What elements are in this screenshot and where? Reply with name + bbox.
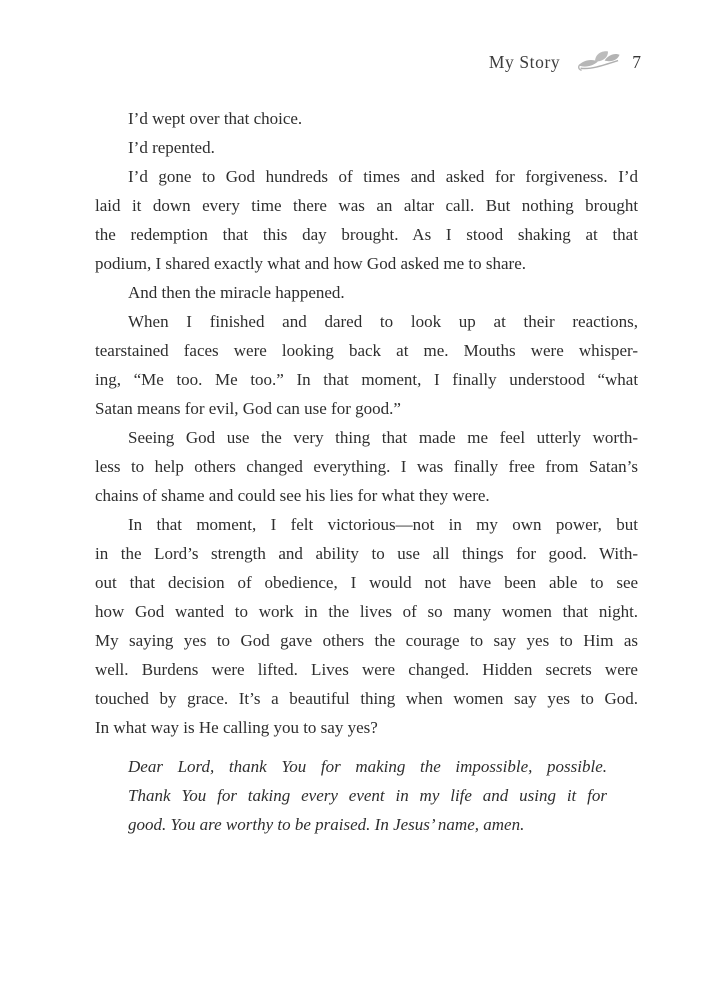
text-line: podium, I shared exactly what and how God asked me to share.	[95, 254, 527, 273]
running-header	[489, 48, 641, 76]
body-text	[95, 104, 638, 839]
text-line: When I finished and dared to look up at their reactions,	[128, 312, 638, 331]
prayer-line: Thank You for taking every event in my life and using it for	[128, 786, 607, 805]
text-line: laid it down every time there was an altar call. But nothing brought	[95, 196, 639, 215]
text-line: Seeing God use the very thing that made me feel utterly worth-	[128, 428, 638, 447]
paragraph	[95, 423, 638, 510]
paragraph	[128, 752, 607, 839]
text-line: And then the miracle happened.	[128, 283, 345, 302]
leaf-branch-ornament-icon	[572, 49, 620, 75]
prayer-text	[128, 752, 607, 839]
text-line: ing, “Me too. Me too.” In that moment, I finally understood “what	[95, 370, 639, 389]
running-title: My Story	[488, 51, 561, 72]
text-line: in the Lord’s strength and ability to use all things for good. With-	[95, 544, 639, 563]
text-line: I’d repented.	[128, 138, 215, 157]
text-line: out that decision of obedience, I would not have been able to see	[95, 573, 639, 592]
text-line: I’d gone to God hundreds of times and asked for forgiveness. I’d	[128, 167, 639, 186]
text-line: touched by grace. It’s a beautiful thing when women say yes to God.	[95, 689, 638, 708]
page-number: 7	[632, 51, 641, 72]
paragraph	[95, 307, 638, 423]
text-line: My saying yes to God gave others the courage to say yes to Him as	[95, 631, 638, 650]
paragraph	[95, 162, 638, 278]
prayer-line: Dear Lord, thank You for making the impossible, possible.	[128, 757, 608, 776]
text-line: In what way is He calling you to say yes?	[95, 718, 378, 737]
text-line: less to help others changed everything. I was finally free from Satan’s	[95, 457, 639, 476]
paragraph	[95, 133, 638, 162]
text-line: I’d wept over that choice.	[128, 109, 303, 128]
text-line: how God wanted to work in the lives of so many women that night.	[95, 602, 639, 621]
text-line: well. Burdens were lifted. Lives were changed. Hidden secrets were	[95, 660, 638, 679]
prayer-line: good. You are worthy to be praised. In Jesus’ name, amen.	[128, 815, 525, 834]
text-line: Satan means for evil, God can use for good.”	[95, 399, 401, 418]
paragraph	[95, 510, 638, 742]
text-line: chains of shame and could see his lies for what they were.	[95, 486, 490, 505]
text-line: tearstained faces were looking back at me. Mouths were whisper-	[95, 341, 639, 360]
paragraph	[95, 104, 638, 133]
text-line: In that moment, I felt victorious—not in my own power, but	[128, 515, 638, 534]
paragraph	[95, 278, 638, 307]
text-line: the redemption that this day brought. As I stood shaking at that	[95, 225, 638, 244]
